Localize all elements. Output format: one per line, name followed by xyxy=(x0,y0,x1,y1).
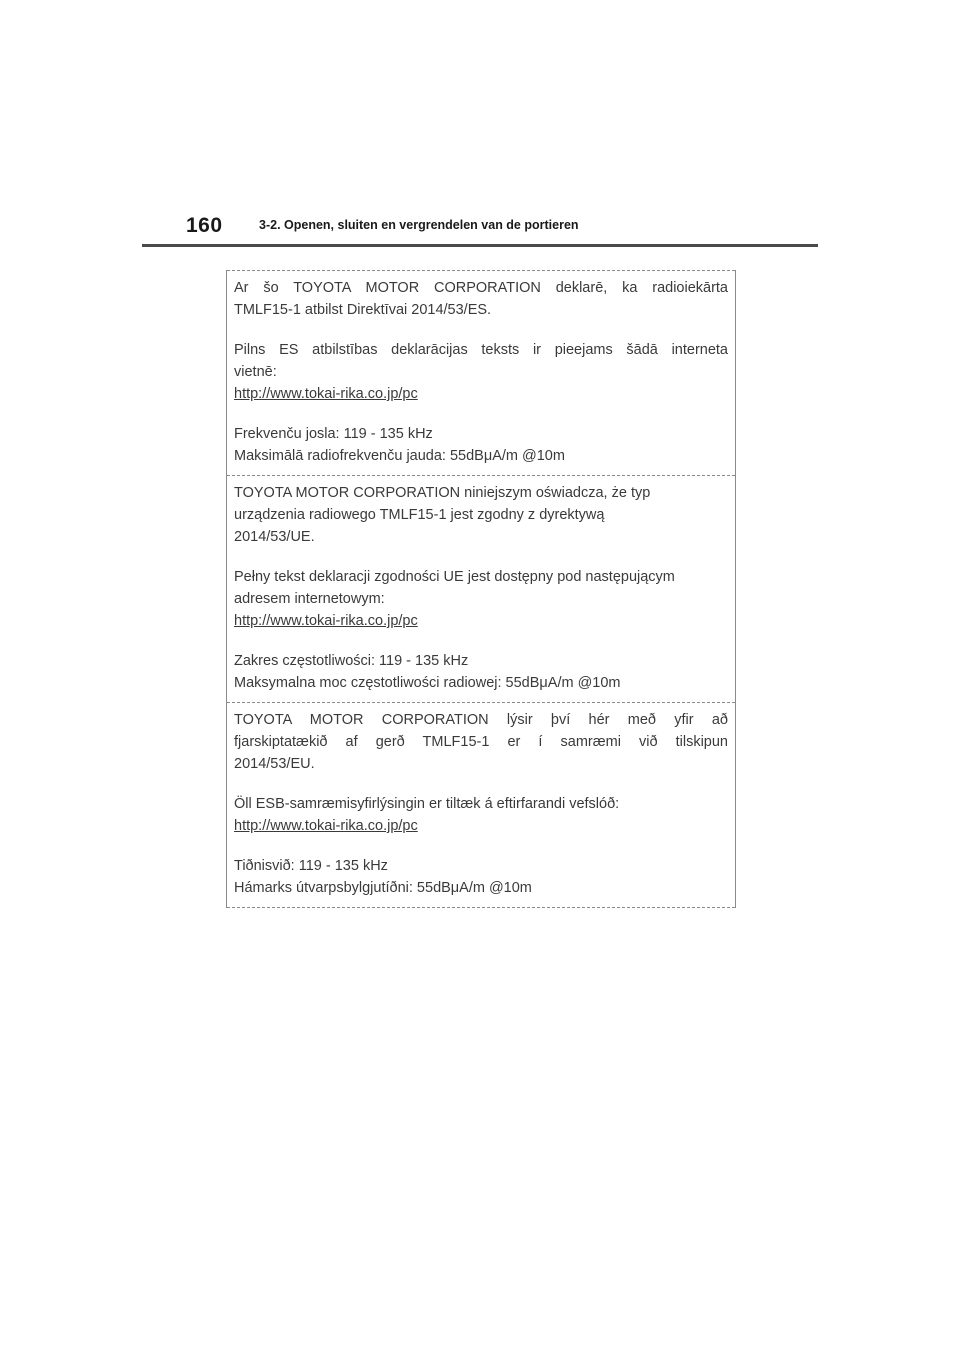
frequency-band: Tiðnisvið: 119 - 135 kHz xyxy=(234,858,388,874)
declaration-statement-line: Ar šo TOYOTA MOTOR CORPORATION deklarē, ka radioiekārta xyxy=(234,280,728,296)
frequency-band: Frekvenču josla: 119 - 135 kHz xyxy=(234,426,433,442)
page-number: 160 xyxy=(186,214,223,237)
declaration-statement-line: 2014/53/EU. xyxy=(234,756,315,772)
availability-text: vietnē: xyxy=(234,364,277,380)
declaration-url-link[interactable]: http://www.tokai-rika.co.jp/pc xyxy=(234,818,418,834)
declaration-statement-line: fjarskiptatækið af gerð TMLF15-1 er í samræmi við tilskipun xyxy=(234,734,728,750)
declaration-latvian xyxy=(227,270,735,475)
max-power: Maksimālā radiofrekvenču jauda: 55dBμA/m @10m xyxy=(234,448,565,464)
page-header xyxy=(142,212,818,246)
declaration-url-link[interactable]: http://www.tokai-rika.co.jp/pc xyxy=(234,386,418,402)
frequency-band: Zakres częstotliwości: 119 - 135 kHz xyxy=(234,653,469,669)
declaration-url-link[interactable]: http://www.tokai-rika.co.jp/pc xyxy=(234,613,418,629)
declaration-statement-line: TOYOTA MOTOR CORPORATION lýsir því hér með yfir að xyxy=(234,712,728,728)
declaration-statement-line: urządzenia radiowego TMLF15-1 jest zgodny z dyrektywą xyxy=(234,507,605,523)
declaration-box xyxy=(226,270,736,908)
availability-text: Pełny tekst deklaracji zgodności UE jest dostępny pod następującym xyxy=(234,569,675,585)
declaration-statement-line: TOYOTA MOTOR CORPORATION niniejszym oświadcza, że typ xyxy=(234,485,651,501)
max-power: Hámarks útvarpsbylgjutíðni: 55dBμA/m @10m xyxy=(234,880,532,896)
max-power: Maksymalna moc częstotliwości radiowej: 55dBμA/m @10m xyxy=(234,675,621,691)
availability-text: Öll ESB-samræmisyfirlýsingin er tiltæk á eftirfarandi vefslóð: xyxy=(234,796,620,812)
header-divider xyxy=(142,244,818,247)
availability-text: adresem internetowym: xyxy=(234,591,385,607)
declaration-icelandic xyxy=(227,702,735,908)
declaration-polish xyxy=(227,475,735,702)
availability-text: Pilns ES atbilstības deklarācijas teksts ir pieejams šādā interneta xyxy=(234,342,728,358)
section-title: 3-2. Openen, sluiten en vergrendelen van de portieren xyxy=(259,218,579,232)
declaration-statement-line: TMLF15-1 atbilst Direktīvai 2014/53/ES. xyxy=(234,302,492,318)
declaration-statement-line: 2014/53/UE. xyxy=(234,529,315,545)
